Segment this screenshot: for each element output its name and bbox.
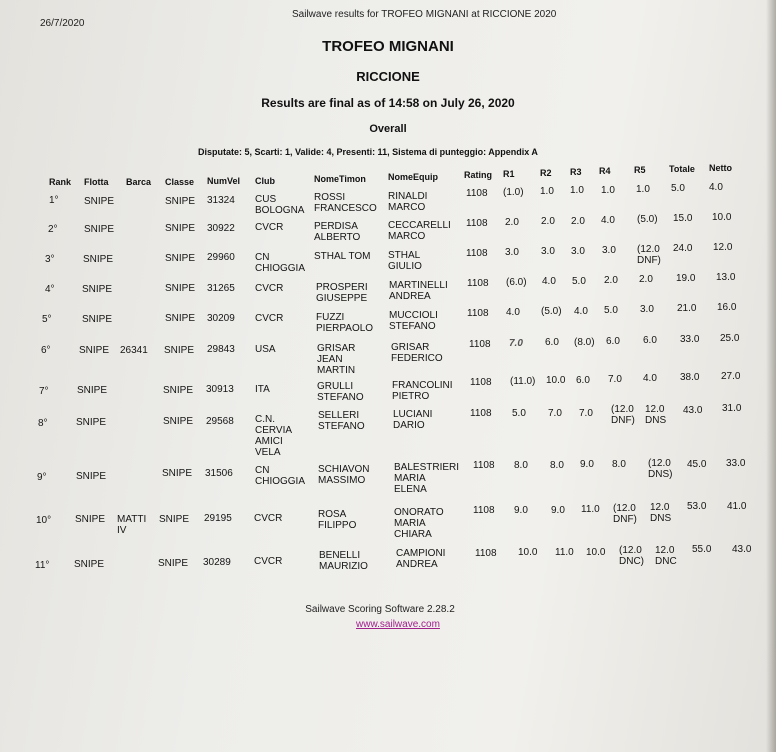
r4-cell: 8.0: [612, 459, 626, 470]
r2-cell: 11.0: [555, 547, 574, 558]
flotta-cell: SNIPE: [84, 224, 115, 235]
r3-cell: 1.0: [570, 185, 584, 196]
numvel-cell: 30209: [207, 313, 235, 324]
r2-cell: 6.0: [545, 337, 559, 348]
equip-cell: FRANCOLINI PIETRO: [392, 380, 453, 402]
rank-cell: 5°: [42, 314, 52, 325]
rating-cell: 1108: [469, 339, 491, 350]
timon-cell: SCHIAVON MASSIMO: [318, 464, 370, 486]
r2-cell: 8.0: [550, 460, 564, 471]
netto-cell: 43.0: [732, 544, 752, 555]
totale-cell: 15.0: [673, 213, 693, 224]
equip-cell: CECCARELLI MARCO: [388, 220, 451, 242]
r1-cell: (6.0): [506, 277, 527, 288]
page-shadow: [766, 0, 776, 752]
col-header: R2: [540, 168, 552, 178]
r2-cell: (5.0): [541, 306, 562, 317]
timon-cell: BENELLI MAURIZIO: [319, 550, 368, 572]
print-date: 26/7/2020: [40, 18, 85, 29]
timon-cell: GRISAR JEAN MARTIN: [317, 343, 356, 376]
club-cell: CN CHIOGGIA: [255, 252, 306, 274]
classe-cell: SNIPE: [164, 345, 195, 356]
r3-cell: 4.0: [574, 306, 588, 317]
totale-cell: 5.0: [671, 183, 685, 194]
r4-cell: 1.0: [601, 185, 615, 196]
rank-cell: 4°: [45, 284, 55, 295]
timon-cell: ROSSI FRANCESCO: [314, 192, 377, 214]
timon-cell: FUZZI PIERPAOLO: [316, 312, 374, 334]
r1-cell: 2.0: [505, 217, 519, 228]
r2-cell: 3.0: [541, 246, 555, 257]
numvel-cell: 29195: [204, 513, 232, 524]
numvel-cell: 30289: [203, 557, 231, 568]
r1-cell: (11.0): [510, 376, 536, 387]
r1-cell: 10.0: [518, 547, 538, 558]
flotta-cell: SNIPE: [75, 514, 106, 525]
r5-cell: 12.0 DNC: [655, 545, 677, 567]
r4-cell: 5.0: [604, 305, 618, 316]
classe-cell: SNIPE: [163, 416, 194, 427]
totale-cell: 43.0: [683, 405, 703, 416]
equip-cell: CAMPIONI ANDREA: [396, 548, 446, 570]
r4-cell: (12.0 DNC): [619, 545, 644, 567]
rank-cell: 1°: [49, 195, 59, 206]
classe-cell: SNIPE: [165, 253, 196, 264]
totale-cell: 33.0: [680, 334, 700, 345]
club-cell: CN CHIOGGIA: [255, 465, 306, 487]
club-cell: C.N. CERVIA AMICI VELA: [255, 414, 293, 458]
flotta-cell: SNIPE: [76, 417, 107, 428]
rank-cell: 10°: [36, 515, 52, 526]
netto-cell: 4.0: [709, 182, 723, 193]
r3-cell: 5.0: [572, 276, 586, 287]
r4-cell: 7.0: [608, 374, 622, 385]
timon-cell: PROSPERI GIUSEPPE: [316, 282, 368, 304]
equip-cell: LUCIANI DARIO: [393, 409, 433, 431]
numvel-cell: 29568: [206, 416, 234, 427]
r5-cell: (12.0 DNF): [637, 244, 661, 266]
classe-cell: SNIPE: [165, 223, 196, 234]
r5-cell: 4.0: [643, 373, 657, 384]
totale-cell: 21.0: [677, 303, 697, 314]
equip-cell: MUCCIOLI STEFANO: [389, 310, 438, 332]
r2-cell: 4.0: [542, 276, 556, 287]
netto-cell: 41.0: [727, 501, 747, 512]
rating-cell: 1108: [466, 188, 488, 199]
r5-cell: 12.0 DNS: [645, 404, 667, 426]
rating-cell: 1108: [470, 377, 492, 388]
r1-cell: 4.0: [506, 307, 520, 318]
flotta-cell: SNIPE: [83, 254, 114, 265]
totale-cell: 45.0: [687, 459, 707, 470]
timon-cell: GRULLI STEFANO: [317, 381, 364, 403]
netto-cell: 16.0: [717, 302, 737, 313]
r5-cell: (5.0): [637, 214, 658, 225]
r2-cell: 1.0: [540, 186, 554, 197]
r3-cell: 9.0: [580, 459, 594, 470]
flotta-cell: SNIPE: [82, 314, 113, 325]
timon-cell: PERDISA ALBERTO: [314, 221, 361, 243]
col-header: Totale: [669, 164, 695, 174]
netto-cell: 12.0: [713, 242, 733, 253]
col-header: R4: [599, 166, 611, 176]
netto-cell: 31.0: [722, 403, 742, 414]
barca-cell: 26341: [120, 345, 148, 356]
r3-cell: 10.0: [586, 547, 606, 558]
r1-cell: 8.0: [514, 460, 528, 471]
equip-cell: BALESTRIERI MARIA ELENA: [394, 462, 460, 495]
equip-cell: MARTINELLI ANDREA: [389, 280, 448, 302]
r5-cell: (12.0 DNS): [648, 458, 673, 480]
totale-cell: 53.0: [687, 501, 707, 512]
rating-cell: 1108: [475, 548, 497, 559]
rating-cell: 1108: [473, 505, 495, 516]
totale-cell: 24.0: [673, 243, 693, 254]
timon-cell: SELLERI STEFANO: [318, 410, 365, 432]
totale-cell: 55.0: [692, 544, 712, 555]
equip-cell: GRISAR FEDERICO: [391, 342, 443, 364]
r5-cell: 6.0: [643, 335, 657, 346]
r2-cell: 2.0: [541, 216, 555, 227]
rank-cell: 2°: [48, 224, 58, 235]
totale-cell: 38.0: [680, 372, 700, 383]
r2-cell: 9.0: [551, 505, 565, 516]
r3-cell: 2.0: [571, 216, 585, 227]
col-header: R5: [634, 165, 646, 175]
numvel-cell: 30913: [206, 384, 234, 395]
footer-link[interactable]: www.sailwave.com: [356, 619, 440, 630]
flotta-cell: SNIPE: [79, 345, 110, 356]
r2-cell: 7.0: [548, 408, 562, 419]
r3-cell: 7.0: [579, 408, 593, 419]
rank-cell: 9°: [37, 472, 47, 483]
numvel-cell: 31324: [207, 195, 235, 206]
r1-cell: 7.0: [509, 338, 523, 349]
numvel-cell: 29843: [207, 344, 235, 355]
equip-cell: STHAL GIULIO: [388, 250, 422, 272]
r3-cell: 3.0: [571, 246, 585, 257]
rank-cell: 6°: [41, 345, 51, 356]
classe-cell: SNIPE: [163, 385, 194, 396]
classe-cell: SNIPE: [165, 283, 196, 294]
numvel-cell: 30922: [207, 223, 235, 234]
club-cell: CVCR: [255, 313, 284, 324]
netto-cell: 13.0: [716, 272, 736, 283]
classe-cell: SNIPE: [165, 196, 196, 207]
r4-cell: 6.0: [606, 336, 620, 347]
r4-cell: (12.0 DNF): [611, 404, 635, 426]
rank-cell: 8°: [38, 418, 48, 429]
col-header: Classe: [165, 177, 195, 187]
r4-cell: (12.0 DNF): [613, 503, 637, 525]
rating-cell: 1108: [466, 218, 488, 229]
col-header: Netto: [709, 163, 732, 173]
barca-cell: MATTI IV: [117, 514, 147, 536]
club-cell: USA: [255, 344, 276, 355]
col-header: R1: [503, 169, 515, 179]
r2-cell: 10.0: [546, 375, 566, 386]
flotta-cell: SNIPE: [77, 385, 108, 396]
print-header-title: Sailwave results for TROFEO MIGNANI at RICCIONE 2020: [292, 9, 557, 20]
rank-cell: 7°: [39, 386, 49, 397]
col-header: NomeEquip: [388, 172, 439, 182]
rating-cell: 1108: [470, 408, 492, 419]
col-header: Flotta: [84, 177, 109, 187]
numvel-cell: 31265: [207, 283, 235, 294]
club-cell: CVCR: [255, 283, 284, 294]
netto-cell: 27.0: [721, 371, 741, 382]
r1-cell: (1.0): [503, 187, 524, 198]
flotta-cell: SNIPE: [84, 196, 115, 207]
classe-cell: SNIPE: [158, 558, 189, 569]
col-header: Rank: [49, 177, 72, 187]
r5-cell: 12.0 DNS: [650, 502, 672, 524]
r4-cell: 2.0: [604, 275, 618, 286]
club-cell: CVCR: [254, 556, 283, 567]
col-header: NomeTimon: [314, 174, 366, 184]
netto-cell: 10.0: [712, 212, 732, 223]
r4-cell: 4.0: [601, 215, 615, 226]
r5-cell: 2.0: [639, 274, 653, 285]
r3-cell: 11.0: [581, 504, 600, 515]
r3-cell: (8.0): [574, 337, 595, 348]
classe-cell: SNIPE: [162, 468, 193, 479]
event-venue: RICCIONE: [356, 69, 420, 84]
timon-cell: ROSA FILIPPO: [318, 509, 357, 531]
classe-cell: SNIPE: [159, 514, 190, 525]
flotta-cell: SNIPE: [82, 284, 113, 295]
col-header: NumVel: [207, 176, 241, 186]
timon-cell: STHAL TOM: [314, 251, 371, 262]
col-header: Rating: [464, 170, 492, 180]
results-status: Results are final as of 14:58 on July 26, 2020: [261, 96, 515, 110]
rating-cell: 1108: [473, 460, 495, 471]
rating-cell: 1108: [467, 308, 489, 319]
col-header: Barca: [126, 177, 152, 187]
r3-cell: 6.0: [576, 375, 590, 386]
section-title: Overall: [369, 123, 407, 135]
event-title: TROFEO MIGNANI: [322, 38, 454, 55]
r4-cell: 3.0: [602, 245, 616, 256]
classe-cell: SNIPE: [165, 313, 196, 324]
r5-cell: 1.0: [636, 184, 650, 195]
netto-cell: 25.0: [720, 333, 740, 344]
netto-cell: 33.0: [726, 458, 746, 469]
equip-cell: ONORATO MARIA CHIARA: [394, 507, 444, 540]
r1-cell: 3.0: [505, 247, 519, 258]
numvel-cell: 29960: [207, 252, 235, 263]
r1-cell: 5.0: [512, 408, 526, 419]
club-cell: CVCR: [254, 513, 283, 524]
flotta-cell: SNIPE: [76, 471, 107, 482]
flotta-cell: SNIPE: [74, 559, 105, 570]
equip-cell: RINALDI MARCO: [388, 191, 428, 213]
r1-cell: 9.0: [514, 505, 528, 516]
club-cell: CVCR: [255, 222, 284, 233]
race-summary: Disputate: 5, Scarti: 1, Valide: 4, Presenti: 11, Sistema di punteggio: Appendix A: [198, 147, 538, 157]
rank-cell: 3°: [45, 254, 55, 265]
totale-cell: 19.0: [676, 273, 696, 284]
col-header: R3: [570, 167, 582, 177]
rating-cell: 1108: [467, 278, 489, 289]
col-header: Club: [255, 176, 275, 186]
club-cell: CUS BOLOGNA: [255, 194, 305, 216]
numvel-cell: 31506: [205, 468, 233, 479]
footer-software: Sailwave Scoring Software 2.28.2: [305, 604, 455, 615]
rating-cell: 1108: [466, 248, 488, 259]
club-cell: ITA: [255, 384, 270, 395]
r5-cell: 3.0: [640, 304, 654, 315]
rank-cell: 11°: [35, 560, 50, 571]
